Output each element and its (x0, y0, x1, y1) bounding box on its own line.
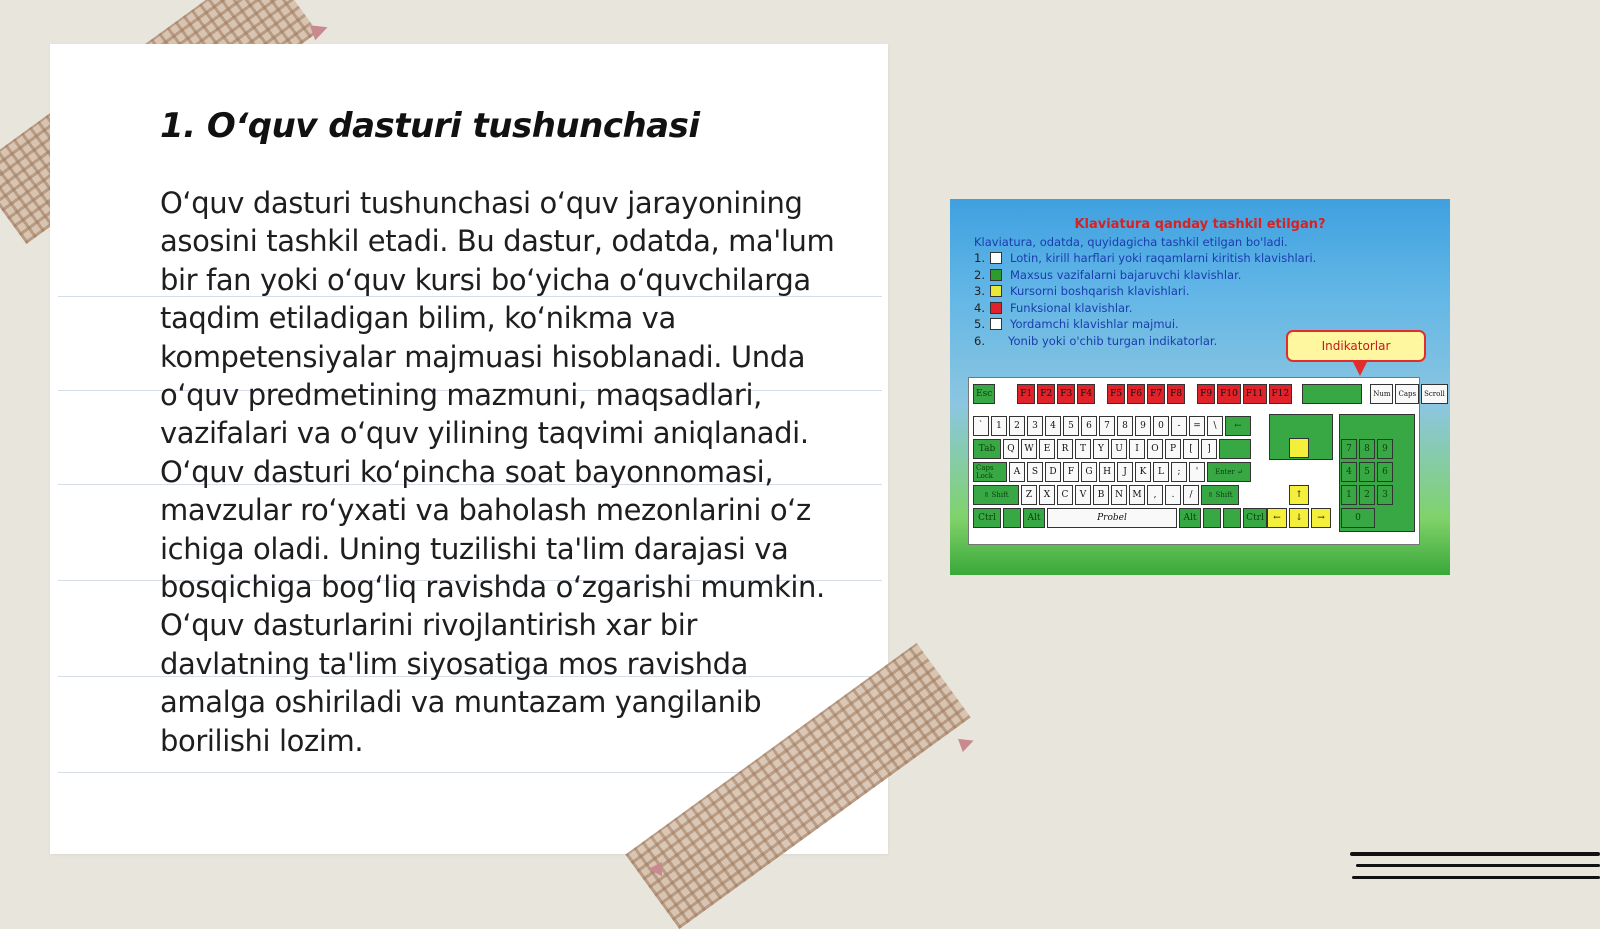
key-f6: F6 (1127, 384, 1145, 404)
key: - (1171, 416, 1187, 436)
key: A (1009, 462, 1025, 482)
key: L (1153, 462, 1169, 482)
key: K (1135, 462, 1151, 482)
decorative-line (1352, 876, 1600, 879)
key-left-alt: Alt (1023, 508, 1045, 528)
pin-icon (310, 20, 331, 41)
pin-icon (648, 862, 662, 876)
key: 0 (1153, 416, 1169, 436)
paper-card (50, 44, 888, 854)
key: R (1057, 439, 1073, 459)
key-enter: Enter ↵ (1207, 462, 1251, 482)
legend-list (974, 250, 1316, 349)
key: \ (1207, 416, 1223, 436)
numpad-key: 8 (1359, 439, 1375, 459)
key-win (1003, 508, 1021, 528)
key: 9 (1135, 416, 1151, 436)
key: T (1075, 439, 1091, 459)
key-space: Probel (1047, 508, 1177, 528)
legend-item: 4. Funksional klavishlar. (974, 300, 1133, 315)
key-right-alt: Alt (1179, 508, 1201, 528)
key: X (1039, 485, 1055, 505)
key: = (1189, 416, 1205, 436)
decorative-line (1350, 852, 1600, 856)
key: O (1147, 439, 1163, 459)
numpad-key: 9 (1377, 439, 1393, 459)
key: G (1081, 462, 1097, 482)
key-insert-yellow (1289, 438, 1309, 458)
key: S (1027, 462, 1043, 482)
image-intro: Klaviatura, odatda, quyidagicha tashkil etilgan bo'ladi. (974, 235, 1288, 249)
key-f7: F7 (1147, 384, 1165, 404)
key: F (1063, 462, 1079, 482)
arrow-right-key: → (1311, 508, 1331, 528)
arrow-up-key: ↑ (1289, 485, 1309, 505)
key: E (1039, 439, 1055, 459)
key-f11: F11 (1243, 384, 1267, 404)
legend-item: 2. Maxsus vazifalarni bajaruvchi klavishlar. (974, 267, 1242, 282)
key: P (1165, 439, 1181, 459)
image-title: Klaviatura qanday tashkil etilgan? (1074, 217, 1326, 232)
key: / (1183, 485, 1199, 505)
key: Y (1093, 439, 1109, 459)
arrow-left-key: ← (1267, 508, 1287, 528)
key: B (1093, 485, 1109, 505)
key: Z (1021, 485, 1037, 505)
key-f2: F2 (1037, 384, 1055, 404)
key: U (1111, 439, 1127, 459)
key: I (1129, 439, 1145, 459)
key: D (1045, 462, 1061, 482)
key: ; (1171, 462, 1187, 482)
key-f3: F3 (1057, 384, 1075, 404)
key: 1 (991, 416, 1007, 436)
key: Q (1003, 439, 1019, 459)
key: . (1165, 485, 1181, 505)
slide-body-text: O‘quv dasturi tushunchasi o‘quv jarayonining asosini tashkil etadi. Bu dastur, odatda, ma'lum bir fan yoki o‘quv kursi bo‘yicha o‘quvchilarga taqdim etiladigan bilim, ko‘nikma va kompetensiyalar majmuasi hisoblanadi. Unda o‘quv predmetining mazmuni, maqsadlari, vazifalari va o‘quv yilining taqvimi aniqlanadi. O‘quv dasturi ko‘pincha soat bayonnomasi, mavzular ro‘yxati va baholash mezonlarini o‘z ichiga oladi. Uning tuzilishi ta'lim darajasi va bosqichiga bog‘liq ravishda o‘zgarishi mumkin. O‘quv dasturlarini rivojlantirish xar bir davlatning ta'lim siyosatiga mos ravishda amalga oshiriladi va muntazam yangilanib borilishi lozim. (160, 186, 835, 758)
arrow-down-key: ↓ (1289, 508, 1309, 528)
key-f12: F12 (1269, 384, 1293, 404)
pin-icon (958, 734, 976, 752)
keyboard-image (950, 199, 1450, 575)
key: [ (1183, 439, 1199, 459)
key-f1: F1 (1017, 384, 1035, 404)
key: J (1117, 462, 1133, 482)
key: ' (1189, 462, 1205, 482)
key: ` (973, 416, 989, 436)
key: W (1021, 439, 1037, 459)
key: H (1099, 462, 1115, 482)
numpad-key: 6 (1377, 462, 1393, 482)
key: 4 (1045, 416, 1061, 436)
numpad-key: 0 (1341, 508, 1375, 528)
key-backspace: ← (1225, 416, 1251, 436)
key: ] (1201, 439, 1217, 459)
key-right-shift: ⇑ Shift (1201, 485, 1239, 505)
key-f8: F8 (1167, 384, 1185, 404)
legend-item: 5. Yordamchi klavishlar majmui. (974, 317, 1179, 332)
key: V (1075, 485, 1091, 505)
key-menu (1223, 508, 1241, 528)
key: 5 (1063, 416, 1079, 436)
key: , (1147, 485, 1163, 505)
numpad-key: 4 (1341, 462, 1357, 482)
indicator-num: Num (1370, 384, 1393, 404)
key: C (1057, 485, 1073, 505)
key-f5: F5 (1107, 384, 1125, 404)
key-left-shift: ⇑ Shift (973, 485, 1019, 505)
key-esc: Esc (973, 384, 995, 404)
key-left-ctrl: Ctrl (973, 508, 1001, 528)
key-f9: F9 (1197, 384, 1215, 404)
key: 3 (1027, 416, 1043, 436)
legend-item: 3. Kursorni boshqarish klavishlari. (974, 284, 1190, 299)
key: N (1111, 485, 1127, 505)
key-f4: F4 (1077, 384, 1095, 404)
numpad-key: 1 (1341, 485, 1357, 505)
key-tab: Tab (973, 439, 1001, 459)
key-f10: F10 (1217, 384, 1241, 404)
indicator-caps: Caps (1395, 384, 1419, 404)
key: 2 (1009, 416, 1025, 436)
slide-title: 1. O‘quv dasturi tushunchasi (160, 106, 700, 146)
legend-item: 6. Yonib yoki o'chib turgan indikatorlar. (974, 333, 1218, 348)
indicator-scroll: Scroll (1421, 384, 1448, 404)
key-win (1203, 508, 1221, 528)
keyboard-diagram (968, 377, 1445, 545)
key-group-system (1302, 384, 1362, 404)
decorative-line (1356, 864, 1600, 867)
key: 8 (1117, 416, 1133, 436)
indicators-callout: Indikatorlar (1286, 330, 1426, 362)
key-caps-lock: Caps Lock (973, 462, 1007, 482)
numpad-key: 7 (1341, 439, 1357, 459)
key: 7 (1099, 416, 1115, 436)
key: 6 (1081, 416, 1097, 436)
key-right-ctrl: Ctrl (1243, 508, 1267, 528)
numpad-key: 5 (1359, 462, 1375, 482)
numpad-key: 2 (1359, 485, 1375, 505)
legend-item: 1. Lotin, kirill harflari yoki raqamlarni kiritish klavishlari. (974, 251, 1317, 266)
numpad-key: 3 (1377, 485, 1393, 505)
key-enter-top (1219, 439, 1251, 459)
key: M (1129, 485, 1145, 505)
